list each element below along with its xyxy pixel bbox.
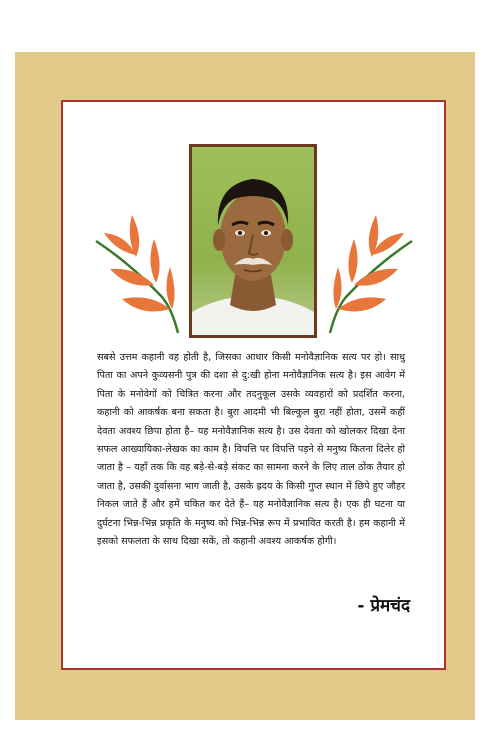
portrait-illustration [192, 147, 314, 335]
author-signature: - प्रेमचंद [357, 596, 410, 616]
left-leaf-sprig [92, 205, 180, 335]
right-leaf-sprig [328, 205, 416, 335]
author-portrait [189, 144, 317, 338]
quote-paragraph: सबसे उत्तम कहानी वह होती है, जिसका आधार किसी मनोवैज्ञानिक सत्य पर हो। साधु पिता का अपने कुव्यसनी पुत्र की दशा से दु:खी होना मनोवैज्ञानिक सत्य है। इस आवेग में पिता के मनोवेगों को चित्रित करना और तदनुकूल उसके व्यवहारों को प्रदर्शित करना, कहानी को आकर्षक बना सकता है। बुरा आदमी भी बिल्कुल बुरा नहीं होता, उसमें कहीं देवता अवश्य छिपा होता है– यह मनोवैज्ञानिक सत्य है। उस देवता को खोलकर दिखा देना सफल आख्यायिका-लेखक का काम है। विपत्ति पर विपत्ति पड़ने से मनुष्य कितना दिलेर हो जाता है – यहाँ तक कि वह बड़े-से-बड़े संकट का सामना करने के लिए ताल ठोंक तैयार हो जाता है, उसकी दुर्वासना भाग जाती है, उसके ह्रदय के किसी गुप्त स्थान में छिपे हुए जौहर निकल जाते हैं और हमें चकित कर देते हैं– यह मनोवैज्ञानिक सत्य है। एक ही घटना या दुर्घटना भिन्न-भिन्न प्रकृति के मनुष्य को भिन्न-भिन्न रूप में प्रभावित करती है। हम कहानी में इसको सफलता के साथ दिखा सकें, तो कहानी अवश्य आकर्षक होगी। [97, 352, 405, 548]
